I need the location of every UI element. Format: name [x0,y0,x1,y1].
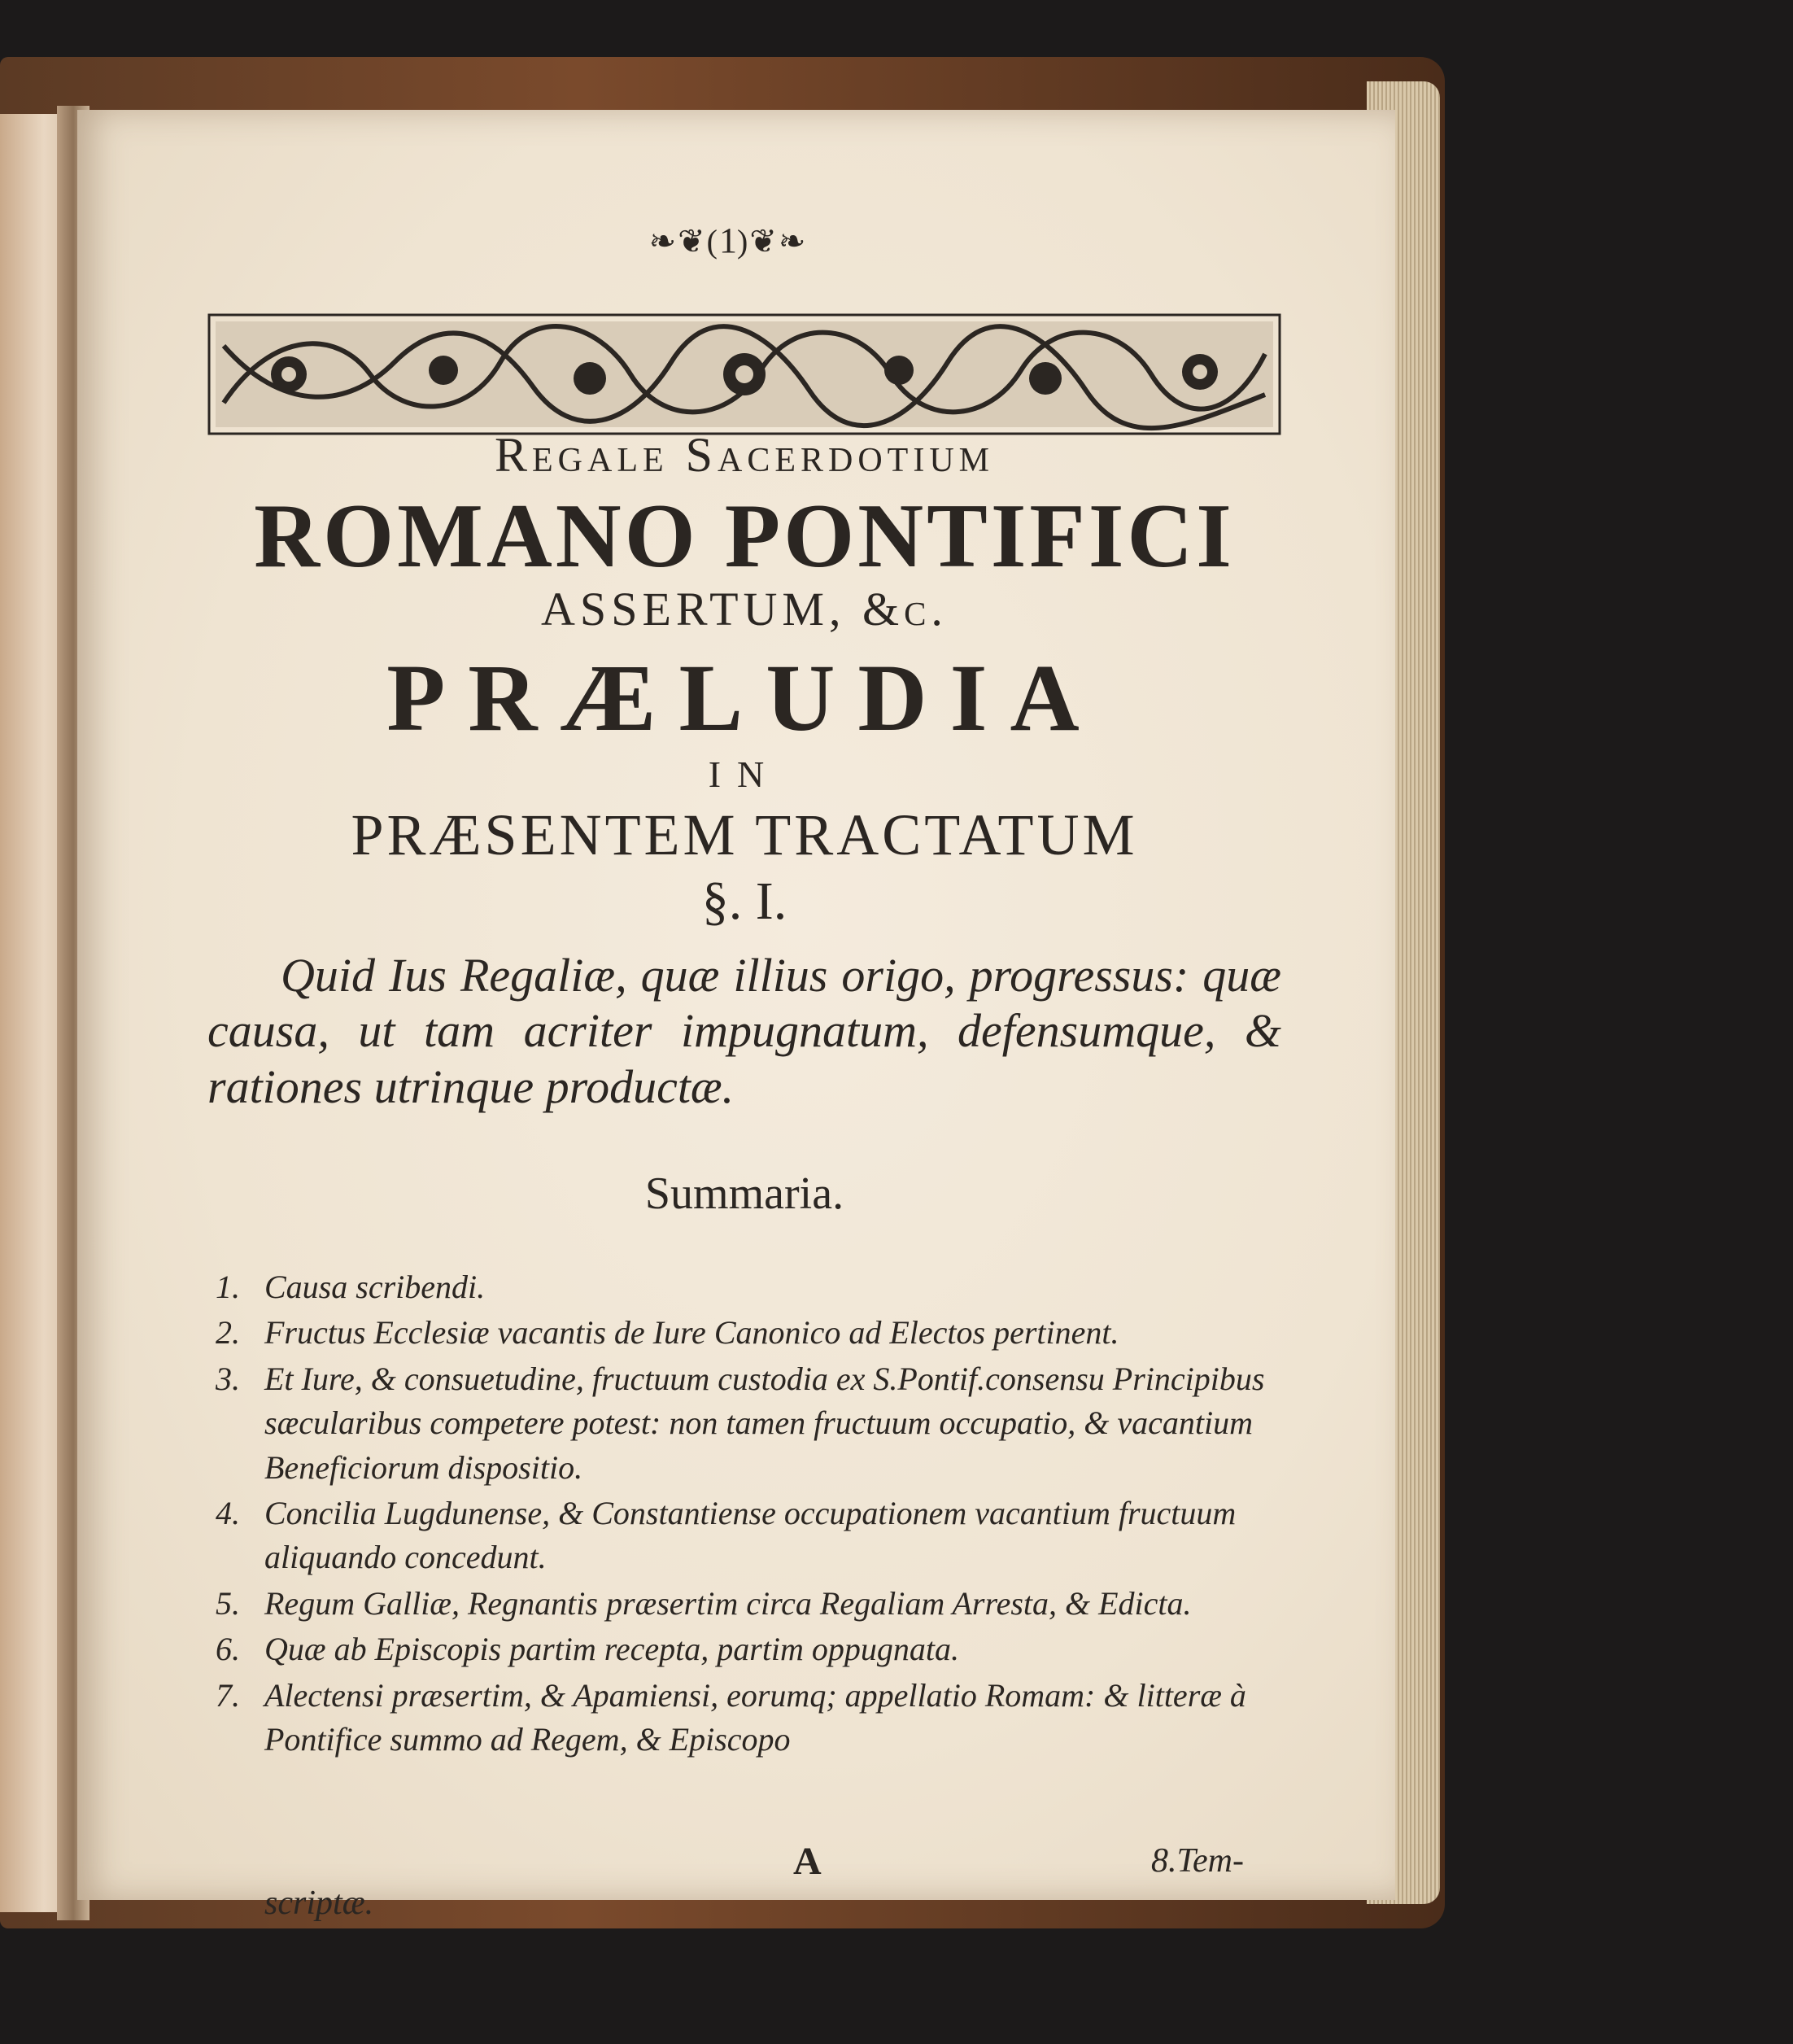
title-line-4: PRÆLUDIA [386,644,1102,751]
item-number: 7. [216,1676,240,1714]
summary-list [216,1265,1273,1763]
summary-heading: Summaria. [644,1168,844,1219]
list-item [216,1265,1273,1309]
list-item [216,1674,1273,1762]
catchword: 8.Tem- [1151,1842,1244,1880]
item-number: 2. [216,1314,240,1352]
title-line-5: IN [708,753,781,795]
list-item [216,1357,1273,1490]
item-number: 3. [216,1360,240,1397]
item-number: 1. [216,1269,240,1305]
page-number [565,220,891,261]
title-line-2: ROMANO PONTIFICI [254,486,1235,587]
item-text: Quæ ab Episcopis partim recepta, partim oppugnata. [264,1631,960,1668]
item-text: Fructus Ecclesiæ vacantis de Iure Canonico ad Electos pertinent. [264,1314,1119,1352]
item-text: Alectensi præsertim, & Apamiensi, eorumq; appellatio Romam: & litteræ à Pontifice summo ad Regem, & Episcopo [264,1676,1246,1758]
item-text: Causa scribendi. [264,1269,486,1305]
item-text: Concilia Lugdunense, & Constantiense occupationem vacantium fructuum aliquando concedunt. [264,1494,1237,1576]
list-item [216,1582,1273,1626]
ornament-left-icon: ❧❦( [648,223,719,260]
item-number: 5. [216,1584,240,1622]
signature-mark: A [793,1840,822,1883]
book-page [77,110,1395,1922]
item-text: Regum Galliæ, Regnantis præsertim circa Regaliam Arresta, & Edicta. [264,1584,1192,1622]
list-item [216,1311,1273,1355]
item-number: 4. [216,1494,240,1531]
ornament-right-icon: )❦❧ [737,223,808,260]
item-number: 6. [216,1631,240,1668]
last-word: scriptæ. [264,1885,374,1922]
page-number-value: 1 [719,221,737,260]
section-heading: §. I. [701,871,787,931]
title-line-3: ASSERTUM, &c. [541,583,948,635]
title-line-1: Regale Sacerdotium [494,428,994,482]
headpiece-ornament-icon [207,313,1281,435]
list-item [216,1627,1273,1671]
item-text: Et Iure, & consuetudine, fructuum custodia ex S.Pontif.consensu Principibus sæcularibus competere potest: non tamen fructuum occupatio, & vacantium Beneficiorum dispositio. [264,1360,1265,1486]
title-line-6: PRÆSENTEM TRACTATUM [351,802,1138,867]
list-item [216,1492,1273,1580]
intro-paragraph: Quid Ius Regaliæ, quæ illius origo, progressus: quæ causa, ut tam acriter impugnatum, defensumque, & rationes utrinque productæ. [207,949,1281,1113]
